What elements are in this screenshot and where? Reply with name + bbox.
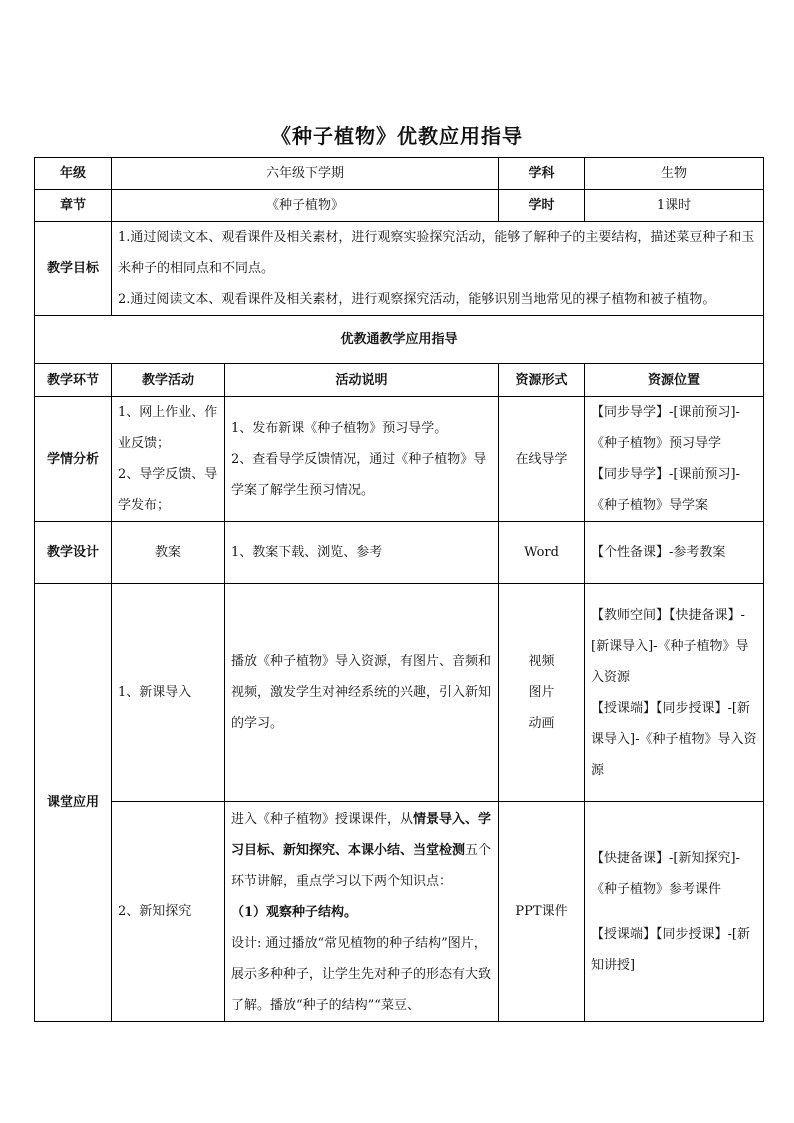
loc-explore-gap xyxy=(591,905,757,919)
desc-explore-post: 五个环节讲解，重点学习以下两个知识点： xyxy=(231,843,492,889)
desc-explore xyxy=(225,802,499,1022)
loc-intro-1: 【教师空间】【快捷备课】-[新课导入]-《种子植物》导入资源 xyxy=(591,607,749,685)
activity-analysis xyxy=(112,397,225,522)
section-row xyxy=(35,316,764,364)
stage-analysis: 学情分析 xyxy=(35,397,112,522)
goals-row xyxy=(35,222,764,316)
subject-label: 学科 xyxy=(499,158,585,190)
header-resource-form: 资源形式 xyxy=(499,364,585,397)
header-activity: 教学活动 xyxy=(112,364,225,397)
hours-label: 学时 xyxy=(499,190,585,222)
hours-value: 1课时 xyxy=(585,190,764,222)
form-intro-animation: 动画 xyxy=(528,716,555,731)
desc-intro: 播放《种子植物》导入资源，有图片、音频和视频，激发学生对神经系统的兴趣，引入新知的学习。 xyxy=(225,584,499,802)
desc-analysis-2: 2、查看导学反馈情况，通过《种子植物》导学案了解学生预习情况。 xyxy=(231,451,487,498)
stage-classroom: 课堂应用 xyxy=(35,584,112,1022)
loc-analysis xyxy=(585,397,764,522)
loc-intro-2: 【授课端】【同步授课】-[新课导入]-《种子植物》导入资源 xyxy=(591,700,757,778)
guide-table xyxy=(34,157,764,1022)
loc-explore-2: 【授课端】【同步授课】-[新知讲授] xyxy=(591,926,750,973)
activity-analysis-1: 1、网上作业、作业反馈； xyxy=(118,405,218,451)
loc-analysis-2: 【同步导学】-[课前预习]-《种子植物》导学案 xyxy=(591,467,740,513)
goals-label: 教学目标 xyxy=(35,222,112,316)
chapter-label: 章节 xyxy=(35,190,112,222)
form-intro xyxy=(499,584,585,802)
stage-design: 教学设计 xyxy=(35,522,112,584)
desc-design: 1、教案下载、浏览、参考 xyxy=(225,522,499,584)
header-resource-location: 资源位置 xyxy=(585,364,764,397)
desc-explore-bold: 情景导入、学习目标、新知探究、本课小结、当堂检测 xyxy=(231,812,492,858)
knowledge-point-1: （1）观察种子结构。 xyxy=(231,905,358,920)
activity-explore: 2、新知探究 xyxy=(112,802,225,1022)
row-classroom-explore xyxy=(35,802,764,1022)
desc-analysis xyxy=(225,397,499,522)
grade-value: 六年级下学期 xyxy=(112,158,499,190)
form-analysis: 在线导学 xyxy=(499,397,585,522)
activity-intro: 1、新课导入 xyxy=(112,584,225,802)
goals-text xyxy=(112,222,764,316)
section-title: 优教通教学应用指导 xyxy=(35,316,764,364)
activity-design: 教案 xyxy=(112,522,225,584)
info-row-grade xyxy=(35,158,764,190)
desc-explore-pre: 进入《种子植物》授课课件，从 xyxy=(231,812,414,827)
row-design xyxy=(35,522,764,584)
grade-label: 年级 xyxy=(35,158,112,190)
form-design: Word xyxy=(499,522,585,584)
document-title: 《种子植物》优教应用指导 xyxy=(271,124,523,148)
row-classroom-intro xyxy=(35,584,764,802)
header-stage: 教学环节 xyxy=(35,364,112,397)
form-intro-video: 视频 xyxy=(528,654,555,669)
loc-explore xyxy=(585,802,764,1022)
goal-2: 2.通过阅读文本、观看课件及相关素材，进行观察探究活动，能够识别当地常见的裸子植物和被子植物。 xyxy=(118,292,716,307)
loc-analysis-1: 【同步导学】-[课前预习]-《种子植物》预习导学 xyxy=(591,405,740,451)
loc-intro xyxy=(585,584,764,802)
desc-analysis-1: 1、发布新课《种子植物》预习导学。 xyxy=(231,420,448,436)
loc-explore-1: 【快捷备课】-[新知探究]-《种子植物》参考课件 xyxy=(591,850,740,897)
design-description: 设计: 通过播放“常见植物的种子结构”图片，展示多种种子，让学生先对种子的形态有大致了解。播放“种子的结构”“菜豆、 xyxy=(231,936,492,1013)
row-analysis xyxy=(35,397,764,522)
loc-design: 【个性备课】-参考教案 xyxy=(585,522,764,584)
info-row-chapter xyxy=(35,190,764,222)
subject-value: 生物 xyxy=(585,158,764,190)
activity-analysis-2: 2、导学反馈、导学发布； xyxy=(118,467,218,513)
desc-explore-intro xyxy=(231,804,492,897)
header-row xyxy=(35,364,764,397)
goal-1: 1.通过阅读文本、观看课件及相关素材，进行观察实验探究活动，能够了解种子的主要结构，描述菜豆种子和玉米种子的相同点和不同点。 xyxy=(118,230,755,276)
chapter-value: 《种子植物》 xyxy=(112,190,499,222)
form-intro-image: 图片 xyxy=(528,685,555,700)
header-description: 活动说明 xyxy=(225,364,499,397)
form-explore: PPT课件 xyxy=(499,802,585,1022)
